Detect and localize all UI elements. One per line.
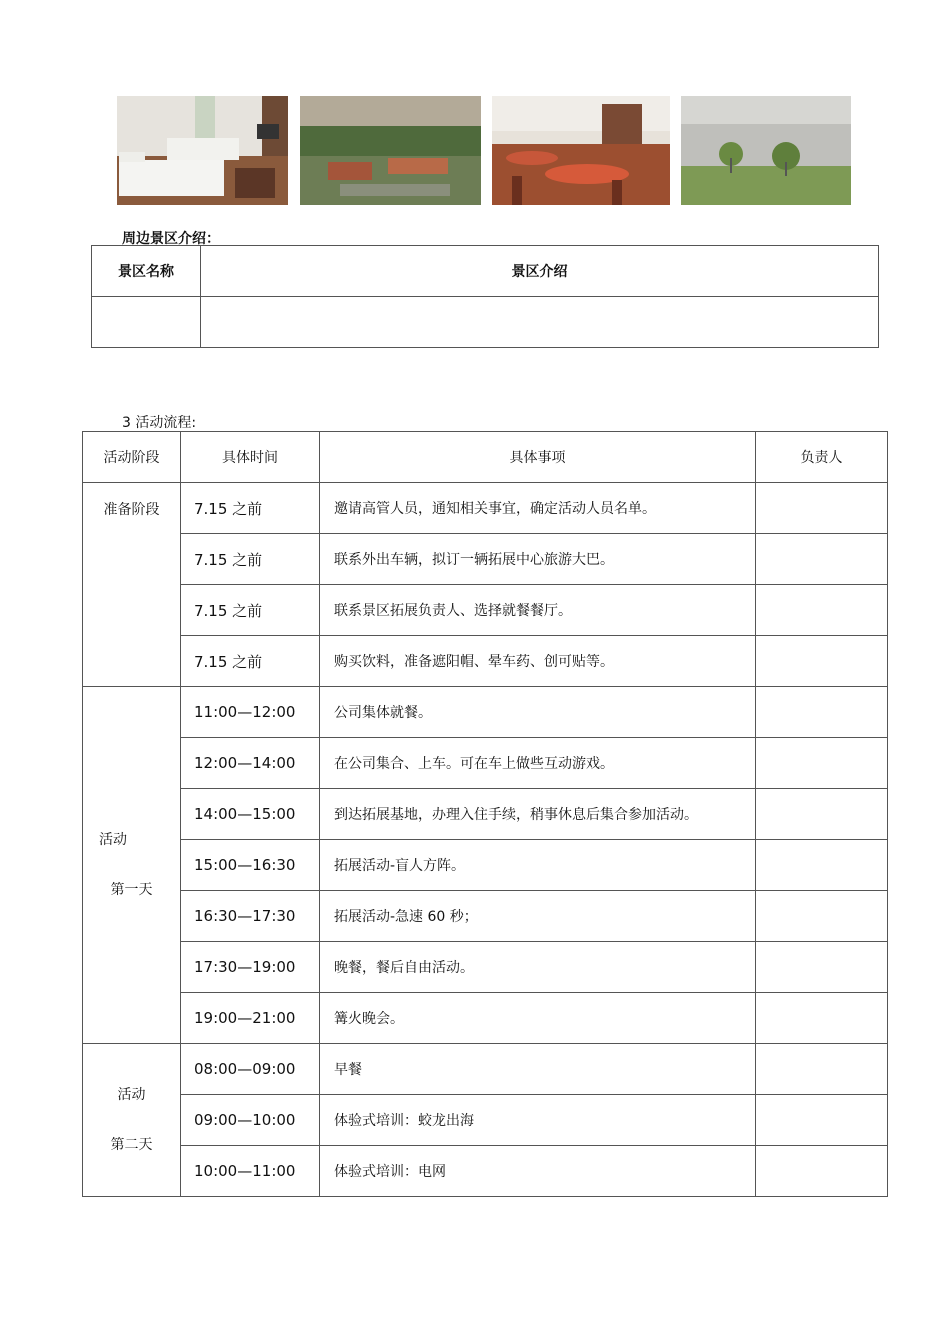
outdoor-lawn-photo: [681, 96, 851, 205]
dining-hall-photo: [492, 96, 670, 205]
table-row: [83, 1044, 888, 1095]
table-row: [83, 738, 888, 789]
table-row: [83, 483, 888, 534]
stage-day1-line2: 第一天: [110, 882, 153, 898]
scenic-row: [92, 297, 879, 348]
table-row: [83, 993, 888, 1044]
table-row: [83, 534, 888, 585]
table-row: [83, 687, 888, 738]
item-cell: 邀请高管人员，通知相关事宜，确定活动人员名单。: [320, 483, 756, 534]
time-cell: 7.15 之前: [181, 534, 320, 585]
time-cell: 19:00—21:00: [181, 993, 320, 1044]
time-cell: 15:00—16:30: [181, 840, 320, 891]
time-cell: 16:30—17:30: [181, 891, 320, 942]
item-cell: 购买饮料，准备遮阳帽、晕车药、创可贴等。: [320, 636, 756, 687]
owner-cell: [756, 1044, 888, 1095]
owner-cell: [756, 789, 888, 840]
table-row: [83, 891, 888, 942]
flow-section-label: 3 活动流程:: [122, 415, 197, 431]
mountain-resort-photo: [300, 96, 481, 205]
time-cell: 12:00—14:00: [181, 738, 320, 789]
time-cell: 7.15 之前: [181, 585, 320, 636]
item-cell: 晚餐，餐后自由活动。: [320, 942, 756, 993]
hotel-room-photo: [117, 96, 288, 205]
table-row: [83, 840, 888, 891]
stage-day2: [83, 1044, 181, 1197]
table-row: [83, 1146, 888, 1197]
header-time: 具体时间: [181, 432, 320, 483]
owner-cell: [756, 687, 888, 738]
table-row: [83, 942, 888, 993]
scenic-table: [91, 245, 879, 348]
flow-header-row: [83, 432, 888, 483]
table-row: [83, 585, 888, 636]
owner-cell: [756, 993, 888, 1044]
scenic-header-row: [92, 246, 879, 297]
scenic-header-name: 景区名称: [92, 246, 201, 297]
time-cell: 11:00—12:00: [181, 687, 320, 738]
item-cell: 在公司集合、上车。可在车上做些互动游戏。: [320, 738, 756, 789]
stage-day1: [83, 687, 181, 1044]
owner-cell: [756, 942, 888, 993]
stage-day2-line1: 活动: [117, 1087, 146, 1103]
owner-cell: [756, 483, 888, 534]
item-cell: 到达拓展基地，办理入住手续，稍事休息后集合参加活动。: [320, 789, 756, 840]
owner-cell: [756, 585, 888, 636]
scenic-header-intro: 景区介绍: [201, 246, 879, 297]
scenic-section-label: 周边景区介绍：: [122, 231, 220, 247]
owner-cell: [756, 534, 888, 585]
owner-cell: [756, 1095, 888, 1146]
item-cell: 拓展活动-急速 60 秒；: [320, 891, 756, 942]
time-cell: 10:00—11:00: [181, 1146, 320, 1197]
item-cell: 篝火晚会。: [320, 993, 756, 1044]
header-owner: 负责人: [756, 432, 888, 483]
table-row: [83, 789, 888, 840]
owner-cell: [756, 840, 888, 891]
owner-cell: [756, 636, 888, 687]
table-row: [83, 636, 888, 687]
item-cell: 早餐: [320, 1044, 756, 1095]
item-cell: 体验式培训：蛟龙出海: [320, 1095, 756, 1146]
time-cell: 14:00—15:00: [181, 789, 320, 840]
time-cell: 17:30—19:00: [181, 942, 320, 993]
owner-cell: [756, 738, 888, 789]
stage-prep: [83, 483, 181, 687]
table-row: [83, 1095, 888, 1146]
scenic-name-cell: [92, 297, 201, 348]
owner-cell: [756, 891, 888, 942]
time-cell: 08:00—09:00: [181, 1044, 320, 1095]
stage-prep-label: 准备阶段: [103, 502, 160, 518]
item-cell: 公司集体就餐。: [320, 687, 756, 738]
header-item: 具体事项: [320, 432, 756, 483]
item-cell: 联系外出车辆，拟订一辆拓展中心旅游大巴。: [320, 534, 756, 585]
stage-day1-line1: 活动: [99, 832, 127, 848]
scenic-intro-cell: [201, 297, 879, 348]
header-stage: 活动阶段: [83, 432, 181, 483]
time-cell: 09:00—10:00: [181, 1095, 320, 1146]
item-cell: 联系景区拓展负责人、选择就餐餐厅。: [320, 585, 756, 636]
item-cell: 体验式培训：电网: [320, 1146, 756, 1197]
item-cell: 拓展活动-盲人方阵。: [320, 840, 756, 891]
owner-cell: [756, 1146, 888, 1197]
time-cell: 7.15 之前: [181, 636, 320, 687]
time-cell: 7.15 之前: [181, 483, 320, 534]
activity-flow-table: [82, 431, 888, 1197]
stage-day2-line2: 第二天: [110, 1137, 153, 1153]
